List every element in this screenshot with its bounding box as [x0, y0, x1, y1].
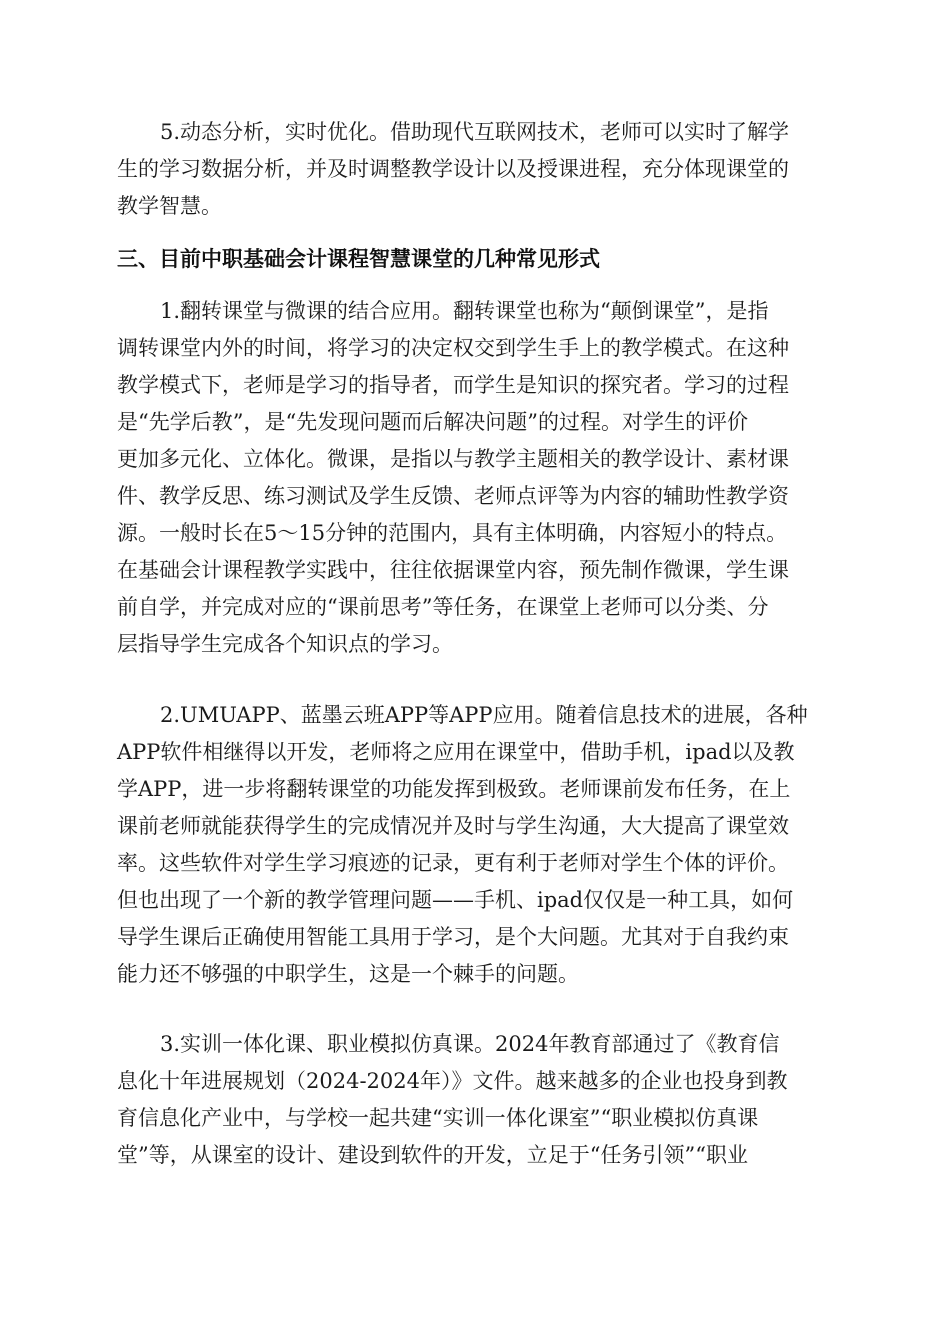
item-2-line-5: 率。这些软件对学生学习痕迹的记录，更有利于老师对学生个体的评价。: [117, 851, 789, 875]
item-1-line-4: 是“先学后教”，是“先发现问题而后解决问题”的过程。对学生的评价: [117, 410, 748, 434]
paragraph-5-line-1: 5.动态分析，实时优化。借助现代互联网技术，老师可以实时了解学: [160, 120, 790, 144]
item-1-line-1: 1.翻转课堂与微课的结合应用。翻转课堂也称为“颠倒课堂”，是指: [160, 299, 769, 323]
item-1-line-7: 源。一般时长在5～15分钟的范围内，具有主体明确，内容短小的特点。: [117, 521, 788, 545]
item-3-line-3: 育信息化产业中，与学校一起共建“实训一体化课室”“职业模拟仿真课: [117, 1106, 759, 1130]
item-2-line-4: 课前老师就能获得学生的完成情况并及时与学生沟通，大大提高了课堂效: [117, 814, 789, 838]
item-3-line-1: 3.实训一体化课、职业模拟仿真课。2024年教育部通过了《教育信: [160, 1032, 780, 1056]
paragraph-5-line-3: 教学智慧。: [117, 194, 222, 218]
item-1-line-10: 层指导学生完成各个知识点的学习。: [117, 632, 453, 656]
item-1-line-3: 教学模式下，老师是学习的指导者，而学生是知识的探究者。学习的过程: [117, 373, 789, 397]
item-1-line-6: 件、教学反思、练习测试及学生反馈、老师点评等为内容的辅助性教学资: [117, 484, 789, 508]
item-2-line-2: APP软件相继得以开发，老师将之应用在课堂中，借助手机，ipad以及教: [117, 740, 795, 764]
paragraph-5-line-2: 生的学习数据分析，并及时调整教学设计以及授课进程，充分体现课堂的: [117, 157, 789, 181]
item-2-line-6: 但也出现了一个新的教学管理问题——手机、ipad仅仅是一种工具，如何: [117, 888, 794, 912]
item-2-line-7: 导学生课后正确使用智能工具用于学习，是个大问题。尤其对于自我约束: [117, 925, 789, 949]
item-3-line-2: 息化十年进展规划（2024-2024年）》文件。越来越多的企业也投身到教: [117, 1069, 788, 1093]
item-1-line-5: 更加多元化、立体化。微课，是指以与教学主题相关的教学设计、素材课: [117, 447, 789, 471]
section-heading: 三、目前中职基础会计课程智慧课堂的几种常见形式: [117, 247, 600, 271]
item-3-line-4: 堂”等，从课室的设计、建设到软件的开发，立足于“任务引领”“职业: [117, 1143, 748, 1167]
item-1-line-2: 调转课堂内外的时间，将学习的决定权交到学生手上的教学模式。在这种: [117, 336, 789, 360]
item-1-line-9: 前自学，并完成对应的“课前思考”等任务，在课堂上老师可以分类、分: [117, 595, 769, 619]
item-1-line-8: 在基础会计课程教学实践中，往往依据课堂内容，预先制作微课，学生课: [117, 558, 789, 582]
item-2-line-8: 能力还不够强的中职学生，这是一个棘手的问题。: [117, 962, 579, 986]
item-2-line-3: 学APP，进一步将翻转课堂的功能发挥到极致。老师课前发布任务，在上: [117, 777, 791, 801]
item-2-line-1: 2.UMUAPP、蓝墨云班APP等APP应用。随着信息技术的进展，各种: [160, 703, 808, 727]
